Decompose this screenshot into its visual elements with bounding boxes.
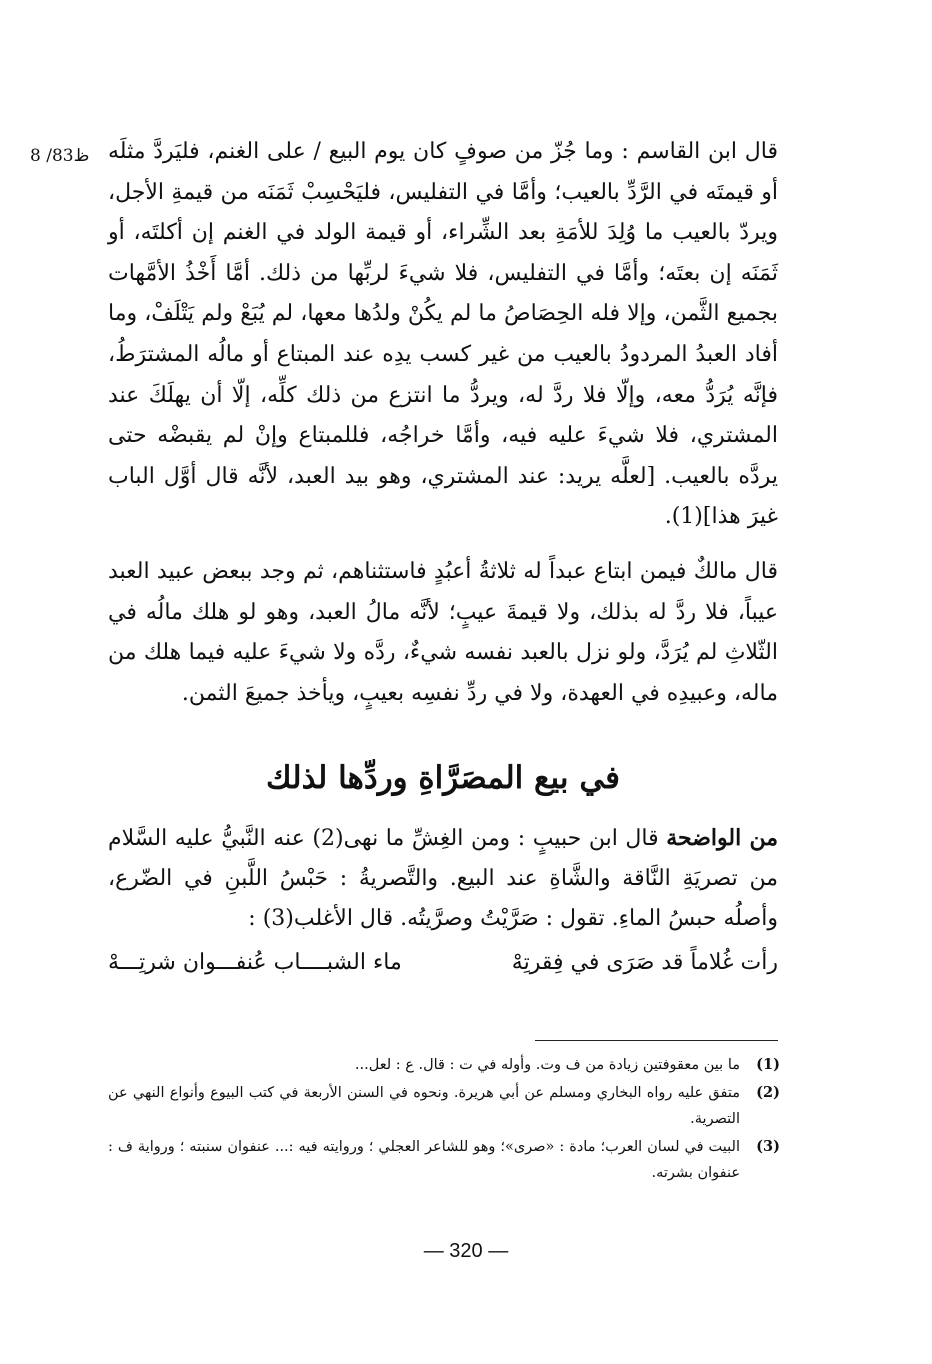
footnote-text: متفق عليه رواه البخاري ومسلم عن أبي هريرة. ونحوه في السنن الأربعة في كتب البيوع وأنواع النهي عن التصرية.	[108, 1085, 740, 1127]
section-heading: في بيع المصَرَّاةِ وردِّها لذلك	[266, 760, 620, 796]
poetry-verse	[108, 943, 778, 983]
manuscript-folio-reference: 8 /83ظ	[30, 146, 90, 166]
footnote-text: ما بين معقوفتين زيادة من ف وت. وأوله في ت : قال. ع : لعل...	[354, 1057, 740, 1073]
page-number: — 320 —	[423, 1240, 509, 1262]
main-text	[108, 132, 778, 714]
footnote	[108, 1134, 780, 1186]
paragraph-ibn-al-qasim: قال ابن القاسم : وما جُزّ من صوفٍ كان يوم البيع / على الغنم، فليَردَّ مثلَه أو قيمتَه في الرَّدِّ بالعيب؛ وأمَّا في التفليس، فليَحْسِبْ ثَمَنَه من قيمةِ الأجل، ويردّ بالعيب ما وُلِدَ للأمَةِ بعد الشِّراء، أو قيمة الولد في الغنم إن أكلتَه، أو ثَمَنَه إن بعتَه؛ وأمَّا في التفليس، فلا شيءَ لربِّها من ذلك. أمَّا أَخْذُ الأمَّهات بجميع الثَّمن، وإلا فله الحِصَاصُ ما لم يكُنْ ولدُها معها، لم يُبَعْ ولم يَتْلَفْ، وما أفاد العبدُ المردودُ بالعيب من غير كسب يدِه عند المبتاع أو مالُه المشترَطُ، فإنَّه يُرَدُّ معه، وإلّا فلا ردَّ له، ويردُّ ما انتزع من ذلك كلِّه، إلّا أن يهلَكَ عند المشتري، فلا شيءَ عليه فيه، وأمَّا خراجُه، فللمبتاع وإنْ لم يقبضْه حتى يردَّه بالعيب. [لعلَّه يريد: عند المشتري، وهو بيد العبد، لأنَّه قال أوَّل الباب غيرَ هذا](1).	[108, 139, 778, 530]
source-title: من الواضحة	[666, 825, 778, 851]
footnotes	[108, 1052, 780, 1188]
footnote	[108, 1052, 780, 1078]
paragraph-malik: قال مالكٌ فيمن ابتاع عبداً له ثلاثةُ أعبُدٍ فاستثناهم، ثم وجد ببعض عبيد العبد عيباً، فلا ردَّ له بذلك، ولا قيمةَ عيبٍ؛ لأنَّه مالُ العبد، وهو لو هلك مالُه في الثّلاثِ لم يُرَدَّ، ولو نزل بالعبد نفسه شيءٌ، ردَّه ولا شيءَ عليه فيما هلك من ماله، وعبيدِه في العهدة، ولا في ردِّ نفسِه بعيبٍ، ويأخذ جميعَ الثمن.	[108, 558, 778, 706]
verse-second-hemistich: ماء الشبــــاب عُنفـــوان شرتِـــهْ	[108, 950, 402, 975]
section-paragraph	[108, 818, 778, 939]
footnote-divider	[535, 1040, 778, 1041]
footnote-number: (1)	[756, 1056, 780, 1073]
footnote	[108, 1080, 780, 1132]
verse-first-hemistich: رأت غُلاماً قد صَرَى في فِقرتِهْ	[511, 950, 778, 975]
footnote-text: البيت في لسان العرب؛ مادة : «صرى»؛ وهو للشاعر العجلي ؛ وروايته فيه :... عنفوان سنبته ؛ ورواية ف : عنفوان بشرته.	[108, 1139, 740, 1181]
footnote-number: (2)	[756, 1084, 780, 1101]
section-text: قال ابن حبيبٍ : ومن الغِشِّ ما نهى(2) عنه النَّبيُّ عليه السَّلام من تصريَةِ النَّاقة والشَّاةِ عند البيع. والتَّصريةُ : حَبْسُ اللَّبنِ في الضّرع، وأصلُه حبسُ الماءِ. تقول : صَرَّيْتُ وصرَّيتُه. قال الأغلب(3) :	[108, 826, 778, 931]
footnote-number: (3)	[756, 1138, 780, 1155]
